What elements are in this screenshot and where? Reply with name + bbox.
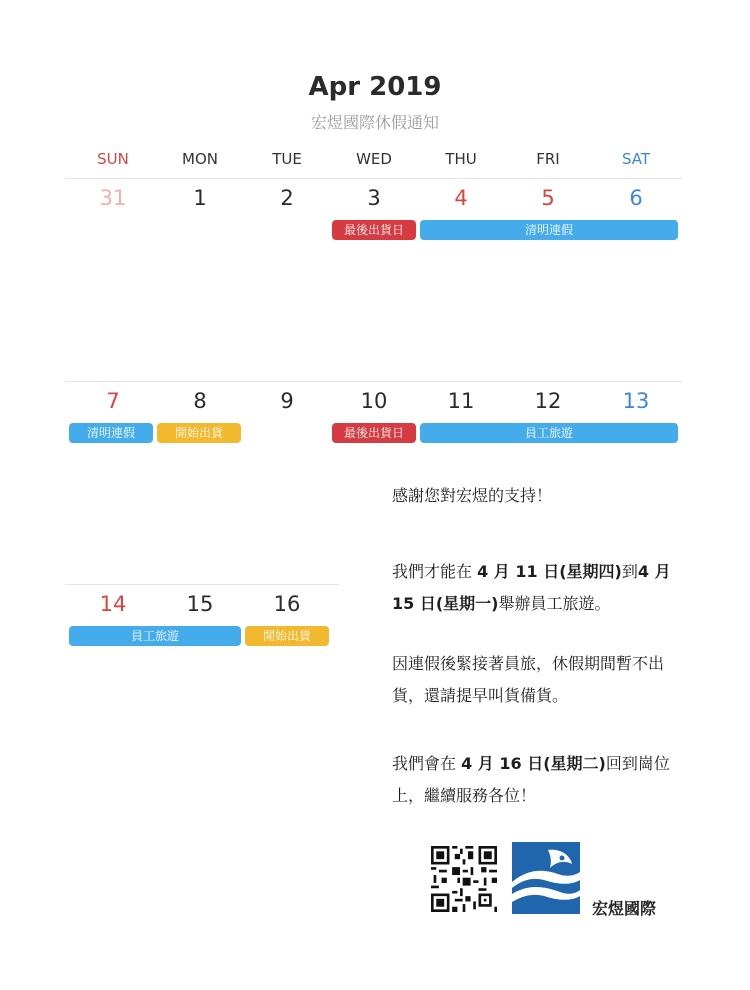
weekday-sun: SUN: [97, 150, 129, 168]
weekday-fri: FRI: [536, 150, 560, 168]
event-qingming-holiday[interactable]: 清明連假: [69, 423, 153, 443]
day-cell[interactable]: 3: [367, 186, 381, 210]
day-cell[interactable]: 15: [186, 592, 214, 616]
day-cell[interactable]: 9: [280, 389, 294, 413]
calendar-title: Apr 2019: [308, 72, 442, 102]
day-cell[interactable]: 1: [193, 186, 207, 210]
company-name: 宏煜國際: [592, 899, 657, 918]
message-no-shipping: 因連假後緊接著員旅，休假期間暫不出貨，還請提早叫貨備貨。: [392, 654, 665, 705]
message-thanks: 感謝您對宏煜的支持！: [392, 486, 553, 505]
day-cell[interactable]: 6: [629, 186, 643, 210]
day-cell[interactable]: 4: [454, 186, 468, 210]
event-shipping-resume[interactable]: 開始出貨: [157, 423, 241, 443]
day-cell[interactable]: 13: [622, 389, 650, 413]
qr-code[interactable]: [431, 846, 497, 912]
event-staff-trip[interactable]: 員工旅遊: [420, 423, 678, 443]
day-cell[interactable]: 12: [534, 389, 562, 413]
day-cell[interactable]: 8: [193, 389, 207, 413]
event-shipping-resume[interactable]: 開始出貨: [245, 626, 329, 646]
day-cell[interactable]: 10: [360, 389, 388, 413]
week-divider: [65, 584, 339, 585]
weekday-tue: TUE: [272, 150, 302, 168]
day-cell[interactable]: 14: [99, 592, 127, 616]
event-qingming-holiday[interactable]: 清明連假: [420, 220, 678, 240]
event-staff-trip[interactable]: 員工旅遊: [69, 626, 241, 646]
event-last-shipping[interactable]: 最後出貨日: [332, 423, 416, 443]
week-divider: [65, 178, 682, 179]
day-cell[interactable]: 2: [280, 186, 294, 210]
week-divider: [65, 381, 682, 382]
day-cell[interactable]: 16: [273, 592, 301, 616]
day-cell[interactable]: 11: [447, 389, 475, 413]
message-return: 我們會在 4 月 16 日(星期二)回到崗位上，繼續服務各位！: [392, 754, 670, 805]
weekday-mon: MON: [182, 150, 218, 168]
calendar-subtitle: 宏煜國際休假通知: [310, 113, 439, 132]
day-cell[interactable]: 31: [99, 186, 127, 210]
day-cell[interactable]: 5: [541, 186, 555, 210]
company-logo-icon: [512, 842, 580, 914]
weekday-wed: WED: [356, 150, 392, 168]
event-last-shipping[interactable]: 最後出貨日: [332, 220, 416, 240]
weekday-sat: SAT: [621, 150, 651, 168]
day-cell[interactable]: 7: [106, 389, 120, 413]
message-trip-dates: 我們才能在 4 月 11 日(星期四)到4 月 15 日(星期一)舉辦員工旅遊。: [392, 562, 671, 613]
weekday-thu: THU: [445, 150, 477, 168]
